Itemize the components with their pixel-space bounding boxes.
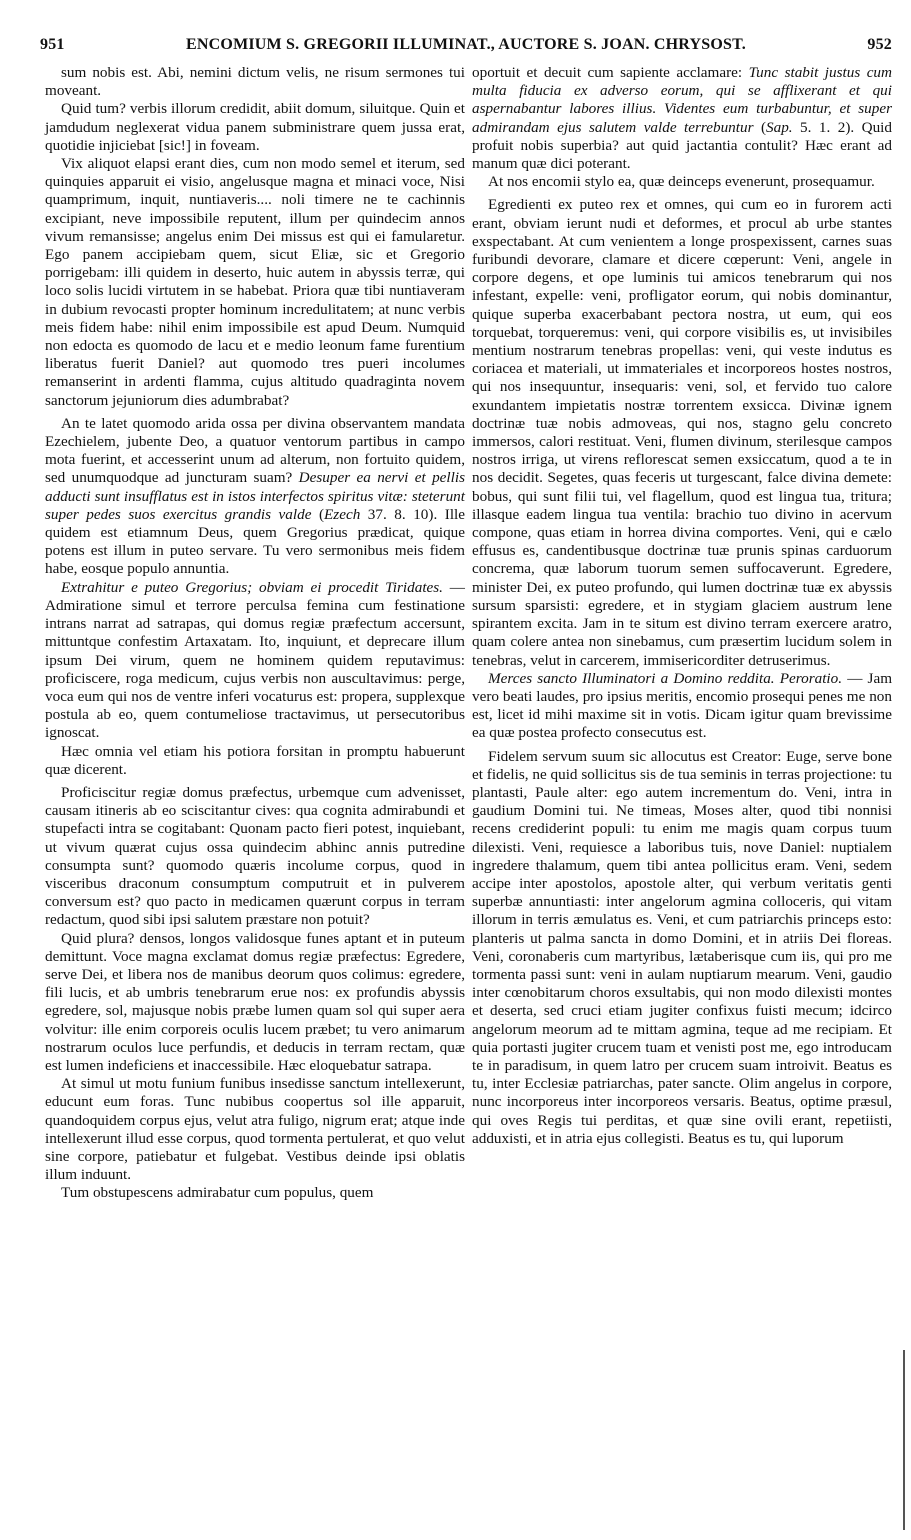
italic-text: Extrahitur e puteo Gregorius; obviam ei procedit Tiridates. [61, 578, 443, 596]
text-run: Egredienti ex puteo rex et omnes, qui cum eo in furorem acti erant, obviam ierunt nudi et deformes, et procul ab urbe stantes exspectabant. At cum venientem a longe prospexissent, carnes suas furibundi devorare, clamare et dicere cœperunt: Veni, angele in corpore degens, et ope luminis tui amicos tenebrarum qui nos infestant, expelle: veni, profligator eorum, qui nobis dominantur, quique superba exacerbabant pectora nostra, ut eum, qui eos torquebat, torqueremus: veni, qui corpore visibilis es, ut invisibiles mentium nostrarum tenebras propellas: veni, qui veste indutus es coriacea et materiali, ut immateriales et incorporeos hostes nostros, qui nos insequuntur, insequaris: veni, sol, et fervido tuo calore exundantem impietatis nostræ torrentem exsicca. Divinæ ignem doctrinæ tuæ nobis admoveas, qui nos, stagno gelu concreto immersos, calori restituat. Veni, flumen divinum, sterilesque campos nostros irriga, ut virens reflorescat semen exsiccatum, quod a te in nos decidit. Segetes, quas feceris ut turgescant, falce divina demete: bobus, qui sunt filii tui, vel flagellum, quod est lingua tua, tritura; illasque eadem lingua tua ventila: brachio tuo divino in acervum compone, quas etiam in horrea divina comportes. Veni, qui e cælo effusus es, candentibusque doctrinæ tuæ prunis spinas carduorum concrema, quæ laborum tuorum semen suffocaverunt. Egredere, minister Dei, ex puteo profundo, qui lumen doctrinæ tuæ ex abyssis sursum sparsisti: egredere, et in stygiam glaciem austrum lene spirantem excita. Jam in te situm est divino terram exercere aratro, quam colere antea non sinebamus, cum præsertim lucidum solem in tenebras, velut in carcerem, immisericorditer detruserimus. [472, 196, 892, 669]
paragraph [45, 579, 465, 743]
paragraph [472, 748, 892, 1148]
page-number-left: 951 [40, 36, 65, 53]
text-run: ( [311, 505, 325, 523]
paragraph [472, 173, 892, 191]
page-header [40, 36, 892, 58]
text-run: — Jam vero beati laudes, pro ipsius meritis, encomio prosequi penes me non est, licet id mihi maxime sit in votis. Dicam igitur quam brevissime ea quæ postea profecto consecutus est. [472, 669, 893, 742]
text-run: Quid tum? verbis illorum credidit, abiit domum, siluitque. Quin et jamdudum neglexerat vidua panem subministrare quem jussa erat, quotidie injiciebat [sic!] in foveam. [45, 100, 465, 154]
italic-text: Tunc stabit justus cum multa fiducia ex adverso eorum, qui se afflixerant et qui aspernabantur labores illius. Videntes eum turbabuntur, et super admirandam ejus salutem valde terrebuntur [472, 64, 892, 136]
text-run: Tum obstupescens admirabatur cum populus, quem [61, 1184, 374, 1202]
text-run: Vix aliquot elapsi erant dies, cum non modo semel et iterum, sed quinquies apparuit ei visio, angelusque magna et minaci voce, Nisi quamprimum, inquit, nuntiaveris.... noli timere ne te cachinnis excipiant, neve impossibile reputent, illum per quindecim annos vivum remansisse; angelus enim Dei missus est qui ei famularetur. Ego panem accipiebam quem, sicut Eliæ, sic et Gregorio porrigebam: illi quidem in deserto, huic autem in abyssis terræ, qui loco solis lucidi virtutem in se habebat. Priora quæ tibi nuntiaveram in dubium revocasti propter hominum incredulitatem; at nunc verbis meis fidem habe: nihil enim impossibile est apud Deum. Numquid non edocta es quomodo de lacu et e medio leonum fame furentium liberatus fuerit Daniel? aut quomodo tres pueri incolumes remanserint in ardenti flamma, cujus altitudo quadraginta novem sanctorum jejuniorum dies adumbrabat? [45, 155, 465, 409]
running-title: ENCOMIUM S. GREGORII ILLUMINAT., AUCTORE S. JOAN. CHRYSOST. [186, 36, 746, 53]
italic-text: Merces sancto Illuminatori a Domino reddita. Peroratio. [488, 669, 843, 687]
paragraph [45, 930, 465, 1076]
page-number-right: 952 [867, 36, 892, 53]
left-column [45, 64, 465, 1203]
paragraph [472, 670, 892, 743]
text-run: An te latet quomodo arida ossa per divina observantem mandata Ezechielem, jubente Deo, a quatuor ventorum partibus in campo mota fuerint, et accesserint unum ad alterum, non fortuito quidem, sed unumquodque ad juncturam suam? [45, 414, 465, 487]
paragraph [45, 415, 465, 579]
text-run: At nos encomii stylo ea, quæ deinceps evenerunt, prosequamur. [488, 173, 875, 191]
paragraph [45, 155, 465, 410]
text-run: Proficiscitur regiæ domus præfectus, urbemque cum advenisset, causam itineris ab eo sciscitantur cives: qua cognita admirabundi et stupefacti intra se cogitabant: Quonam pacto fieri potest, inquiebant, ut vivum quærat cujus ossa quindecim abhinc annis putredine consumpta sunt? quomodo quæris incolume corpus, quod in visceribus draconum consumptum computruit et in pulverem conversum est? quo pacto in medicamen quærunt corpus in terram redactum, quod sibi ipsi salutem præstare non potuit? [45, 783, 465, 929]
italic-text: Desuper ea nervi et pellis adducti sunt insufflatus est in istos interfectos spiritus vitæ: steterunt super pedes suos exercitus grandis valde [45, 469, 465, 523]
text-run: ( [753, 118, 767, 136]
text-run: 37. 8. 10). Ille quidem est etiamnum Deus, quem Gregorius prædicat, quique potens est illum in puteo servare. Tu vero sermonibus meis fidem habe, eosque populo annuntia. [45, 505, 465, 578]
paragraph [472, 64, 892, 173]
paragraph [45, 784, 465, 930]
paragraph [45, 1184, 465, 1202]
text-run: oportuit et decuit cum sapiente acclamare: [472, 64, 749, 81]
text-run: Hæc omnia vel etiam his potiora forsitan in promptu habuerunt quæ dicerent. [45, 742, 465, 778]
italic-text: Sap. [766, 118, 793, 136]
text-run: Quid plura? densos, longos validosque funes aptant et in puteum demittunt. Voce magna exclamat domus regiæ præfectus: Egredere, serve Dei, et libera nos de manibus deorum quos colimus: egredere, fili lucis, et ab umbris tenebrarum erue nos: ex profundis abyssis egredere, sol, majusque nobis præbe lumen quam sol qui super aera volvitur: ille enim corporeis oculis lucem præbet; tu vero animarum nostrarum oculos luce perfundis, et deducis in terram rectam, quæ est lumen indeficiens et inaccessibile. Hæc eloquebatur satrapa. [45, 929, 465, 1074]
paragraph [45, 1075, 465, 1184]
margin-rule [903, 1350, 905, 1530]
text-run: At simul ut motu funium funibus insedisse sanctum intellexerunt, educunt eum foras. Tunc nubibus coopertus sol ille apparuit, quandoquidem corpus ejus, velut atra fuligo, nigrum erat; atque inde intellexerunt illud esse corpus, quod tormenta pertulerat, et quo velut sine corpore, patiebatur et fulgebat. Vestibus deinde ipsi oblatis illum induunt. [45, 1075, 465, 1184]
text-run: — Admiratione simul et terrore perculsa femina cum festinatione intrans narrat ad satrapas, qui domus regiæ præfectum accersunt, mittuntque confestim Artaxatam. Ito, inquiunt, et deprecare illum ipsum Dei virum, quem ne hominem quidem reputavimus: proficiscere, roga medicum, cujus verbis non auscultavimus: perge, voca eum qui nos de ventre inferi vocaturus est: propera, supplexque postula ab eo, quem contumeliose tractavimus, ut persecutoribus ignoscat. [45, 578, 465, 742]
paragraph [45, 64, 465, 100]
paragraph [45, 743, 465, 779]
text-run: sum nobis est. Abi, nemini dictum velis, ne risum sermones tui moveant. [45, 64, 465, 100]
text-run: Fidelem servum suum sic allocutus est Creator: Euge, serve bone et fidelis, ne quid sollicitus sis de tua seminis in terras projectione: tu plantasti, Paule alter: ego autem incrementum do. Veni, intra in gaudium Domini tui. Ne timeas, Moses alter, quod tibi nonnisi recens crediderint populi: tu enim me magis quam corpus tuum dilexisti. Veni, requiesce a laboribus tuis, nove Daniel: nuptialem ingredere thalamum, quem tibi antea pollicitus eram. Veni, sedem accipe inter apostolos, apostole alter, qui verbum veritatis genti superbæ annuntiasti: inter angelorum agmina colloceris, qui vitam illorum in terris æmulatus es. Veni, et cum patriarchis princeps esto: planteris ut palma sancta in domo Domini, et in atriis Dei floreas. Veni, coronaberis cum martyribus, lætaberisque cum iis, qui pro me tormenta passi sunt: veni in aulam nuptiarum mearum. Veni, gaudio inter cœnobitarum choros exsultabis, qui non modo dilexisti montes et deserta, sed cruci etiam jugiter confixus fuisti mecum; idcirco angelorum meorum ad te mittam agmina, teque ad me recipiam. Et quia portasti jugiter crucem tuam et venisti post me, ego introducam te in paradisum, in quem latro per crucem suam introivit. Beatus es tu, inter Ecclesiæ patriarchas, pater sancte. Olim angelus in corpore, nunc incorporeus inter incorporeos versaris. Beatus, optime præsul, qui oves Regis tui perditas, et quæ sine ovili erant, repetiisti, adduxisti, et in atria ejus collegisti. Beatus es tu, qui luporum [472, 747, 892, 1147]
text-run: 5. 1. 2). Quid profuit nobis superbia? aut quid jactantia contulit? Hæc erant ad manum quæ dici poterant. [472, 118, 892, 173]
italic-text: Ezech [324, 505, 361, 523]
paragraph [472, 196, 892, 669]
paragraph [45, 100, 465, 155]
right-column [472, 64, 892, 1148]
